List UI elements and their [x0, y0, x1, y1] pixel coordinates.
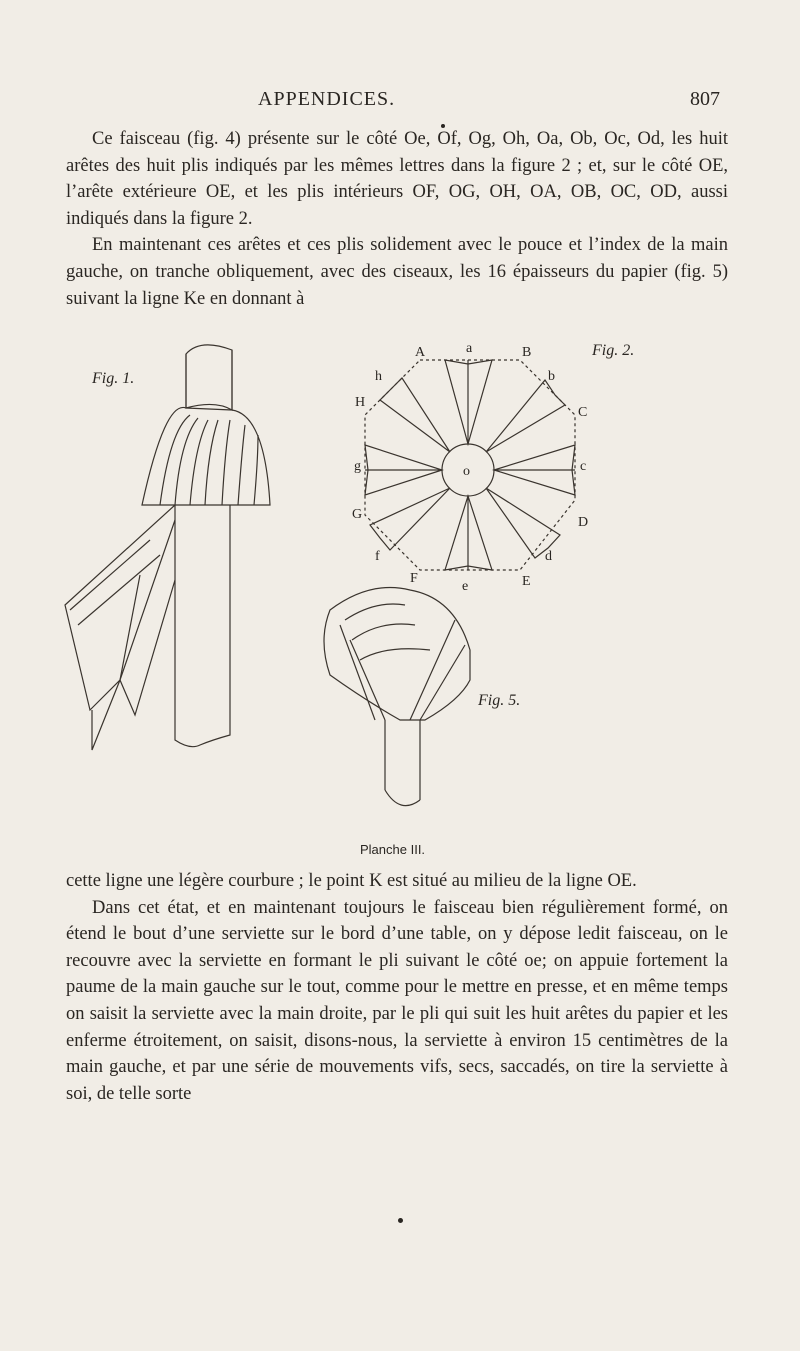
top-text-block: [66, 126, 728, 312]
paragraph-3: cette ligne une légère courbure ; le point K est situé au milieu de la ligne OE.: [66, 871, 637, 891]
letter-h: h: [375, 369, 382, 384]
letter-d: d: [545, 549, 552, 564]
letter-c: c: [580, 459, 587, 474]
paragraph-2: En maintenant ces arêtes et ces plis solidement avec le pouce et l’index de la main gauche, on tranche obliquement, avec des ciseaux, les 16 épaisseurs du papier (fig. 5) suivant la ligne Ke en donnant à: [66, 235, 728, 309]
fig1-drawing: [65, 345, 270, 750]
letter-f: f: [375, 549, 380, 564]
letter-C: C: [578, 405, 588, 420]
fig5-drawing: [324, 588, 470, 806]
ornament-dot-bottom: [398, 1218, 403, 1223]
page-header: [0, 88, 800, 124]
letter-g: g: [354, 459, 361, 474]
bottom-text-block: [66, 868, 728, 1107]
fig2-letters: [352, 341, 588, 594]
paragraph-4: Dans cet état, et en maintenant toujours le faisceau bien régulièrement formé, on étend le bout d’une serviette sur le bord d’une table, on y dépose ledit faisceau, on le recouvre avec la serviette en formant le pli suivant le côté oe; on appuie fortement la paume de la main gauche sur le tout, comme pour le mettre en presse, et en même temps on saisit la serviette avec la main droite, par le pli qui suit les huit arêtes du papier et les enferme étroitement, on saisit, disons-nous, la serviette à environ 15 centimètres de la main gauche, et par une série de mouvements vifs, secs, saccadés, on tire la serviette à soi, de telle sorte: [66, 897, 728, 1104]
letter-a: a: [466, 341, 473, 356]
letter-center: o: [463, 464, 470, 479]
running-title: APPENDICES.: [258, 88, 396, 110]
plate-illustration: [0, 320, 800, 860]
letter-F: F: [410, 571, 418, 586]
page-number: 807: [690, 88, 720, 110]
fig2-drawing: [365, 360, 575, 570]
letter-H: H: [355, 395, 366, 410]
letter-b: b: [548, 369, 555, 384]
paragraph-1: Ce faisceau (fig. 4) présente sur le côté Oe, Of, Og, Oh, Oa, Ob, Oc, Od, les huit arêtes des huit plis indiqués par les mêmes lettres dans la figure 2 ; et, sur le côté OE, l’arête extérieure OE, et les plis intérieurs OF, OG, OH, OA, OB, OC, OD, aussi indiqués dans la figure 2.: [66, 129, 728, 229]
letter-G: G: [352, 507, 363, 522]
letter-D: D: [578, 515, 589, 530]
fig1-label: Fig. 1.: [92, 370, 135, 387]
letter-E: E: [522, 574, 531, 589]
fig2-label: Fig. 2.: [592, 342, 635, 359]
letter-A: A: [415, 345, 426, 360]
plate-drawing: [0, 320, 800, 860]
plate-caption: Planche III.: [360, 842, 426, 857]
letter-e: e: [462, 579, 469, 594]
fig5-label: Fig. 5.: [478, 692, 521, 709]
letter-B: B: [522, 345, 532, 360]
